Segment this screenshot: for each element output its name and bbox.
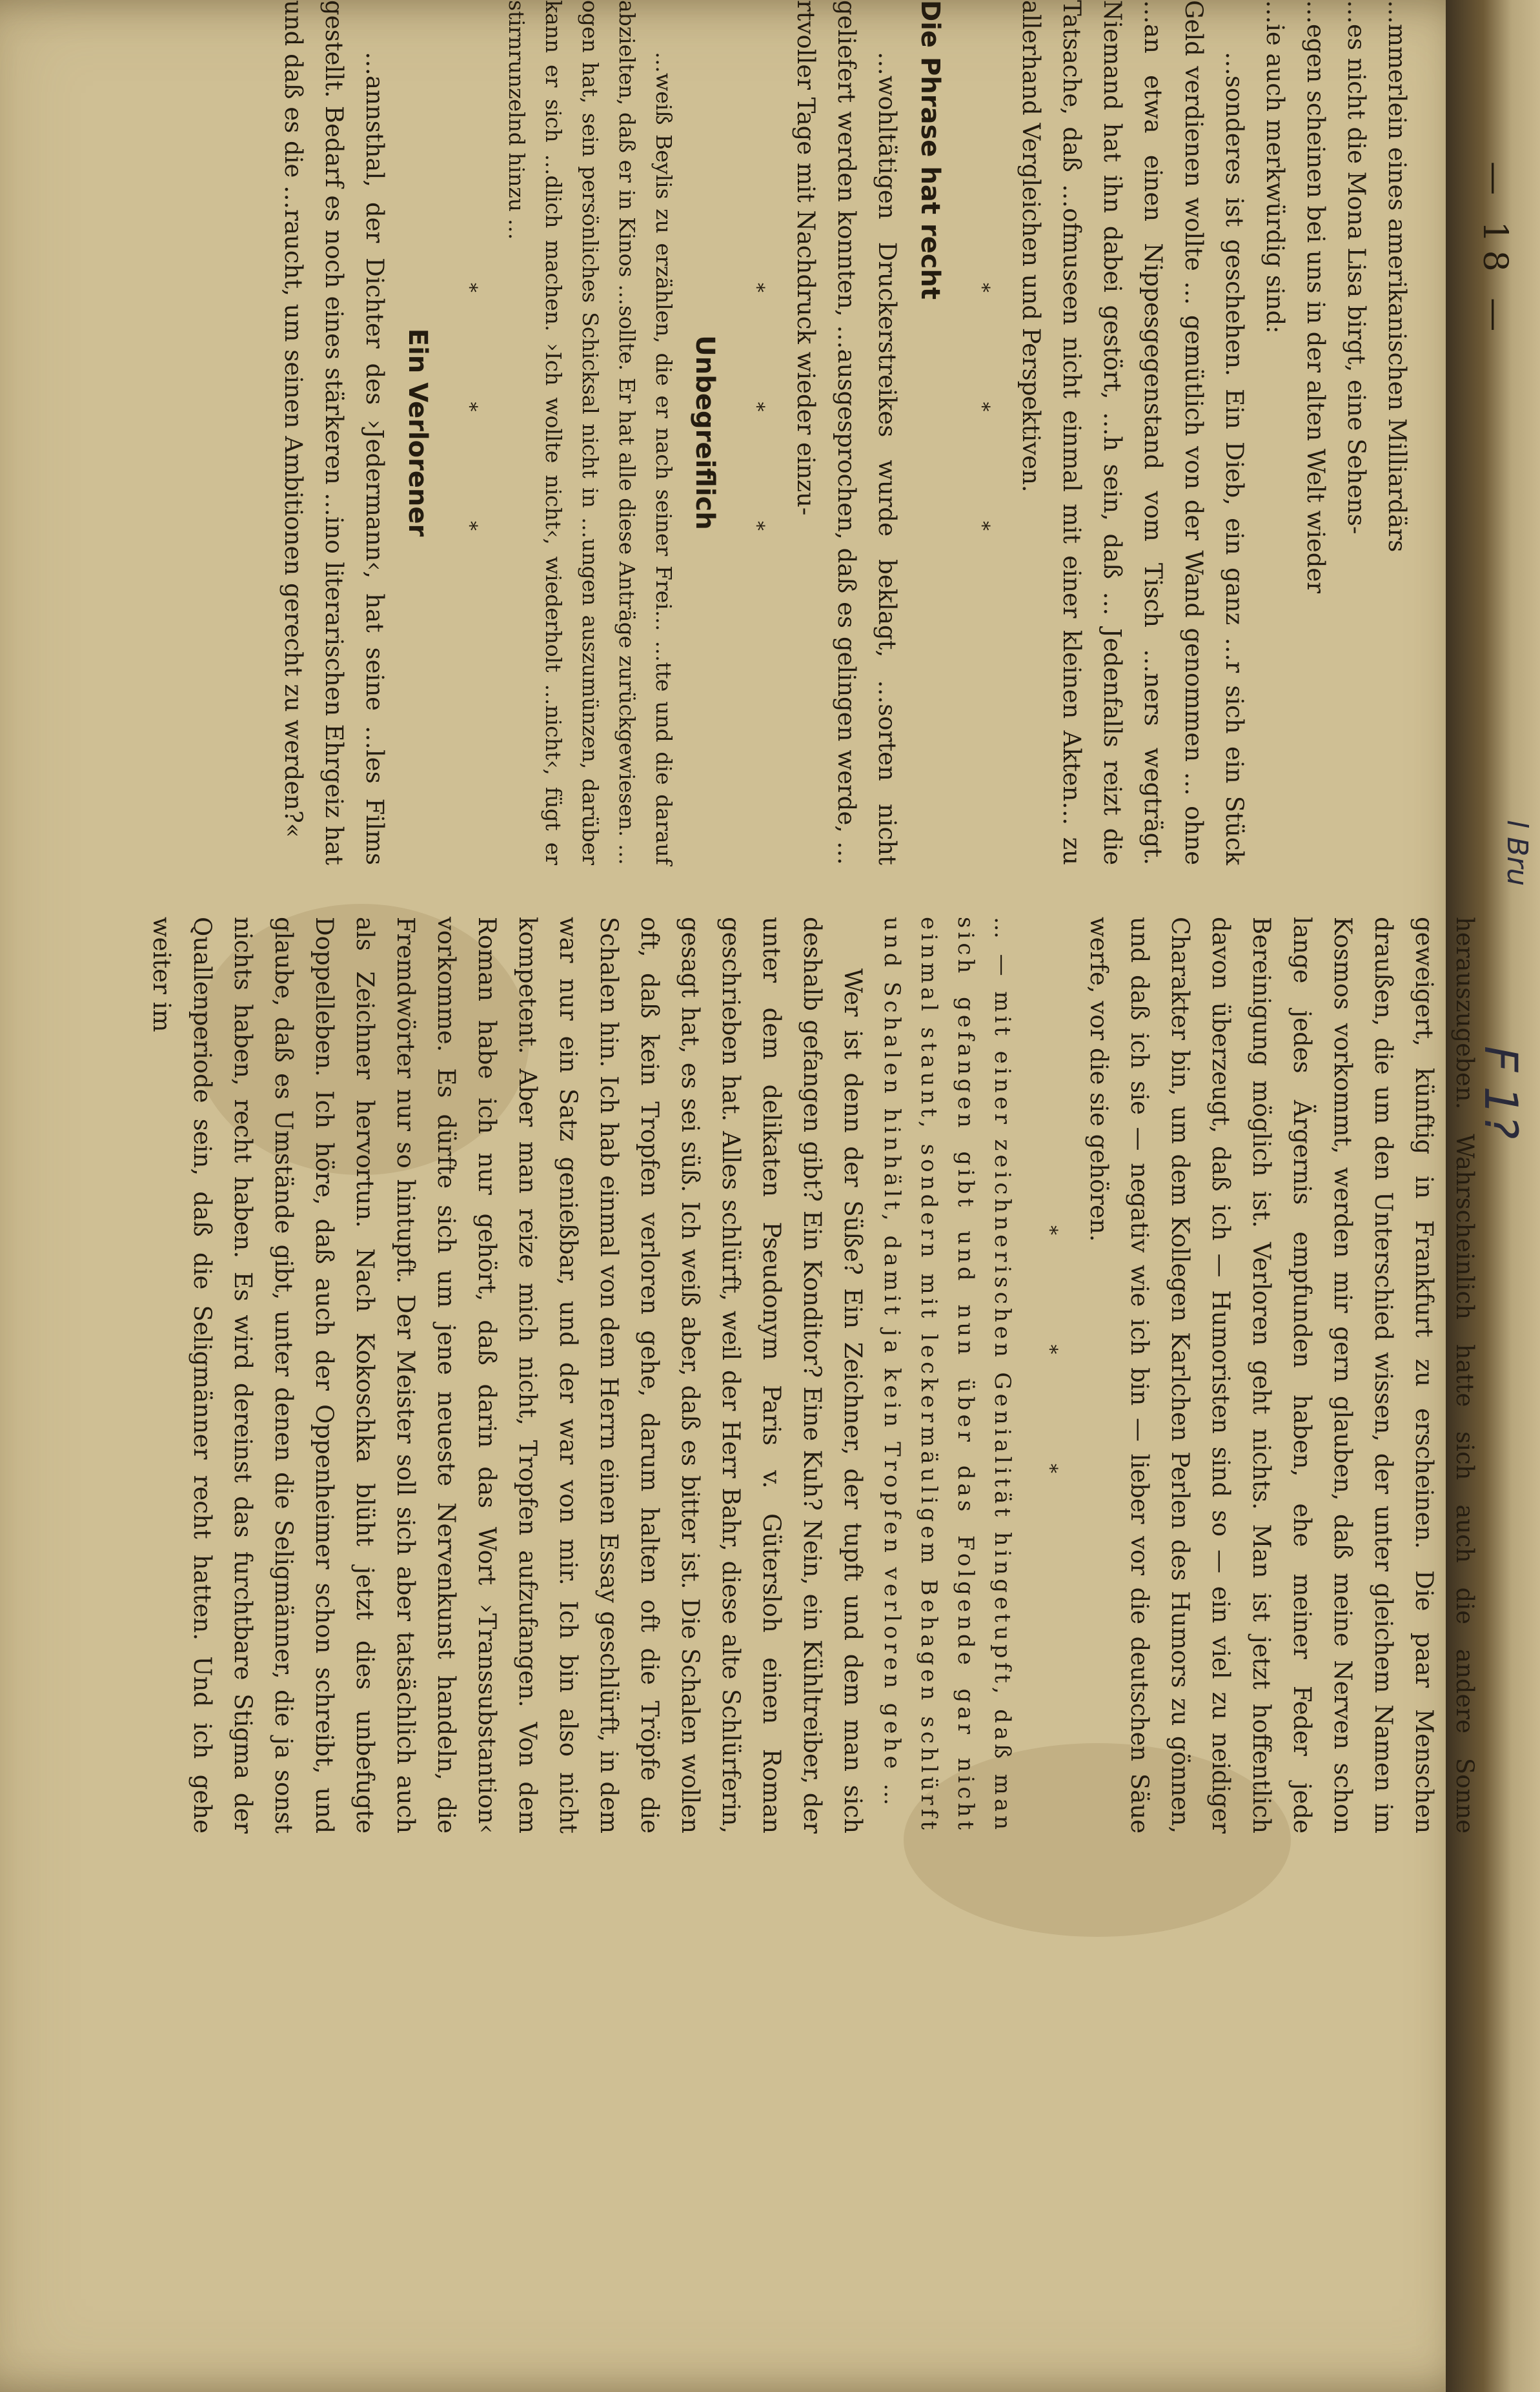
section-separator: * * * [971,282,993,583]
handwritten-note: F 1? [1474,1046,1527,1140]
theft-paragraph: …sonderes ist geschehen. Ein Dieb, ein ganz …r sich ein Stück Geld verdienen wollte … gemütlich von der Wand genommen … ohne …an etwa einen Nippesgegenstand vom Tisch …ners wegträgt. Niemand hat ihn dabei gestört, …h sein, daß … Jedenfalls reizt die Tatsache, daß …ofmuseen nicht einmal mit einer kleinen Akten… zu allerhand Vergleichen und Perspektiven. [1017,0,1248,865]
page-number: — 18 — [1475,161,1514,340]
verlorener-paragraph: …annsthal, der Dichter des ›Jedermann‹, hat seine …les Films gestellt. Bedarf es noch eines stärkeren …ino literarischen Ehrgeiz hat und daß es die …raucht, um seinen Ambitionen gerecht zu werden?« [279,0,389,865]
heading-ein-verlorener: Ein Verlorener [403,328,432,537]
unbegreiflich-paragraph: …weiß Beylis zu erzählen, die er nach seiner Frei… …tte und die darauf abzielten, daß er in Kinos …sollte. Er hat alle diese Anträge zurückgewiesen. …ogen hat, sein persönliches Schicksal nicht in …ungen auszumünzen, darüber kann er sich …dlich machen. ›Ich wollte nicht‹, wiederholt …nicht‹, fügt er stirnrunzelnd hinzu … [504,0,676,865]
right-column [141,917,1485,1834]
heading-unbegreiflich: Unbegreiflich [690,335,720,530]
section-separator: * * * [1038,1225,1061,1526]
left-column [273,0,1417,865]
heading-die-phrase-hat-recht: Die Phrase hat recht [915,0,945,300]
section-separator: * * * [745,282,768,583]
intro-line: …mmerlein eines amerikanischen Milliardärs [1383,0,1411,553]
right-paragraph-2: Wer ist denn der Süße? Ein Zeichner, der tupft und dem man sich deshalb gefangen gibt? Ein Konditor? Eine Kuh? Nein, ein Kühltreiber, der unter dem delikaten Pseudonym Paris v. Gütersloh einen Roman geschrieben hat. Alles schlürft, weil der Herr Bahr, diese alte Schlürferin, gesagt hat, es sei süß. Ich weiß aber, daß es bitter ist. Die Schalen wollen oft, daß kein Tropfen verloren gehe, darum halten oft die Tröpfe die Schalen hin. Ich hab einmal von dem Herrn einen Essay geschlürft, in dem war nur ein Satz genießbar, und der war von mir. Ich bin also nicht kompetent. Aber man reize mich nicht, Tropfen aufzufangen. Von dem Roman habe ich nur gehört, daß darin das Wort ›Transsubstantion‹ vorkomme. Es dürfte sich um jene neueste Nervenkunst handeln, die Fremdwörter nur so hintupft. Der Meister soll sich aber tatsächlich auch als Zeichner hervortun. Nach Kokoschka blüht jetzt dies unbefugte Doppelleben. Ich höre, daß auch der Oppenheimer schon schreibt, und glaube, daß es Umstände gibt, unter denen die Seligmänner, die ja sonst nichts haben, recht haben. Es wird dereinst das furchtbare Stigma der Quallenperiode sein, daß die Seligmänner recht hatten. Und ich gehe weiter im [148,917,867,1834]
phrase-paragraph: …wohltätigen Druckerstreikes wurde beklagt, …sorten nicht geliefert werden konnten, …ausgesprochen, daß es gelingen werde, …rtvoller Tage mit Nachdruck wieder einzu- [792,0,901,865]
intro-line: …ie auch merkwürdig sind: [1261,0,1289,334]
intro-line: …es nicht die Mona Lisa birgt, eine Sehens- [1342,0,1370,535]
right-paragraph-1: herauszugeben. Wahrscheinlich hatte sich auch die andere Sonne geweigert, künftig in Frankfurt zu erscheinen. Die paar Menschen draußen, die um den Unterschied wissen, der unter gleichem Namen im Kosmos vorkommt, werden mir gern glauben, daß meine Nerven schon lange jedes Ärgernis empfunden haben, ehe meiner Feder jede Bereinigung möglich ist. Verloren geht nichts. Man ist jetzt hoffentlich davon überzeugt, daß ich — Humoristen sind so — ein viel zu neidiger Charakter bin, um dem Kollegen Karlchen Perlen des Humors zu gönnen, und daß ich sie — negativ wie ich bin — lieber vor die deutschen Säue werfe, vor die sie gehören. [1085,917,1479,1834]
intro-line: …egen scheinen bei uns in der alten Welt wieder [1302,0,1330,593]
section-separator: * * * [458,282,481,583]
quoted-passage: … — mit einer zeichnerischen Genialität hingetupft, daß man sich gefangen gibt und nun über das Folgende gar nicht einmal staunt, sondern mit leckermäuligem Behagen schlürft und Schalen hinhält, damit ja kein Tropfen verloren gehe … [879,917,1015,1834]
handwritten-note: l Bru [1501,820,1534,886]
